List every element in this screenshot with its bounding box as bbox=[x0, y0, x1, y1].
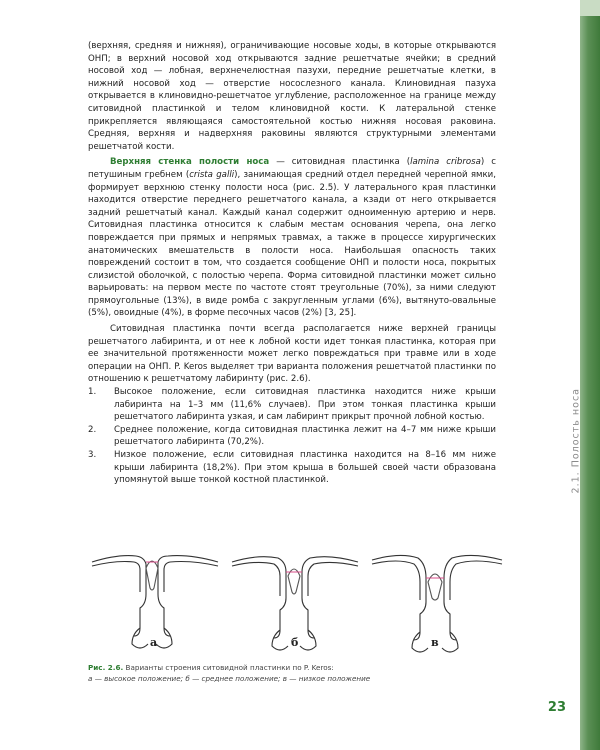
caption-line-1 bbox=[88, 663, 508, 674]
caption-line-2: а — высокое положение; б — среднее положение; в — низкое положение bbox=[88, 673, 371, 683]
keros-variants-list bbox=[88, 386, 496, 487]
paragraph-1: (верхняя, средняя и нижняя), ограничивающие носовые ходы, в которые открываются ОНП; в верхний носовой ход открываются задние решетчатые ячейки; в средний носовой ход — лобная, верхнечелюстная пазухи, передние решетчатые клетки, в нижний носовой ход — отверстие носослезного канала. Клиновидная пазуха открывается в клиновидно-решетчатое углубление, расположенное на границе между ситовидной пластинкой и телом клиновидной кости. К латеральной стенке прикрепляется являющаяся самостоятельной костью нижняя носовая раковина. Средняя, верхняя и надверхняя раковины являются структурными элементами решетчатой кости. bbox=[88, 41, 496, 152]
section-text-3: ), занимающая средний отдел передней черепной ямки, формирует верхнюю стенку полости носа (рис. 2.5). У латерального края пластинки находится отверстие переднего решетчатого канала, а кзади от него открывается задний решетчатый канал. Каждый канал содержит одноименную артерию и нерв. Ситовидная пластинка относится к слабым местам основания черепа, она легко повреждается при прямых и непрямых травмах, а также в процессе хирургических анатомических вмешательств в полости носа. Наибольшая опасность таких повреждений состоит в том, что создается сообщение ОНП и полости носа, покрытых слизистой оболочкой, с полостью черепа. Форма ситовидной пластинки может сильно варьировать: на первом месте по частоте стоят треугольные (70%), за ними следуют прямоугольные (13%), в виде ромба с закругленным углами (6%), вытянуто-овальные (5%), овоидные (4%), в форме песочных часов (2%) [3, 25]. bbox=[88, 169, 496, 319]
caption-label: Рис. 2.6. bbox=[88, 663, 124, 672]
section-heading: Верхняя стенка полости носа bbox=[110, 157, 270, 168]
section-text-2: ) с петушиным гребнем ( bbox=[88, 157, 496, 180]
paragraph-3: Ситовидная пластинка почти всегда располагается ниже верхней границы решетчатого лабиринта, и от нее к лобной кости идет тонкая пластинка, которая при ее значительной протяженности может легко повреждаться при травме или в ходе операции на ОНП. P. Keros выделяет три варианта положения решетчатой пластинки по отношению к решетчатому лабиринту (рис. 2.6). bbox=[88, 324, 496, 385]
list-text: Среднее положение, когда ситовидная пластинка лежит на 4–7 мм ниже крыши решетчатого лабиринта (70,2%). bbox=[114, 424, 496, 448]
list-text: Низкое положение, если ситовидная пластинка находится на 8–16 мм ниже крыши лабиринта (18,2%). При этом крыша в большей своей части образована упомянутой выше тонкой костной пластинкой. bbox=[114, 450, 496, 486]
list-item bbox=[88, 424, 496, 449]
figure-label-c: в bbox=[431, 636, 439, 649]
section-text-1: — ситовидная пластинка ( bbox=[269, 157, 411, 168]
figure-label-a: а bbox=[150, 636, 158, 649]
list-item bbox=[88, 386, 496, 424]
running-head: 2.1. Полость носа bbox=[570, 388, 581, 494]
figure-caption bbox=[88, 663, 508, 684]
list-number: 1. bbox=[88, 387, 97, 398]
list-text: Высокое положение, если ситовидная пластинка находится ниже крыши лабиринта на 1–3 мм (11,6% случаев). При этом тонкая пластинка крыши решетчатого лабиринта узкая, и сам лабиринт прикрыт прочной лобной костью. bbox=[114, 387, 496, 423]
list-number: 3. bbox=[88, 450, 97, 460]
caption-title: Варианты строения ситовидной пластинки по P. Keros: bbox=[123, 663, 334, 672]
page-number: 23 bbox=[547, 700, 566, 715]
chapter-sidebar-band bbox=[580, 0, 600, 750]
variant-a-drawing bbox=[92, 556, 218, 648]
term-lamina-cribrosa: lamina cribrosa bbox=[410, 157, 481, 168]
body-text bbox=[88, 40, 496, 487]
list-number: 2. bbox=[88, 424, 97, 435]
term-crista-galli: crista galli bbox=[189, 169, 235, 180]
list-item bbox=[88, 449, 496, 487]
figure-label-b: б bbox=[291, 636, 299, 649]
sidebar-cap bbox=[580, 0, 600, 16]
paragraph-2 bbox=[88, 156, 496, 320]
